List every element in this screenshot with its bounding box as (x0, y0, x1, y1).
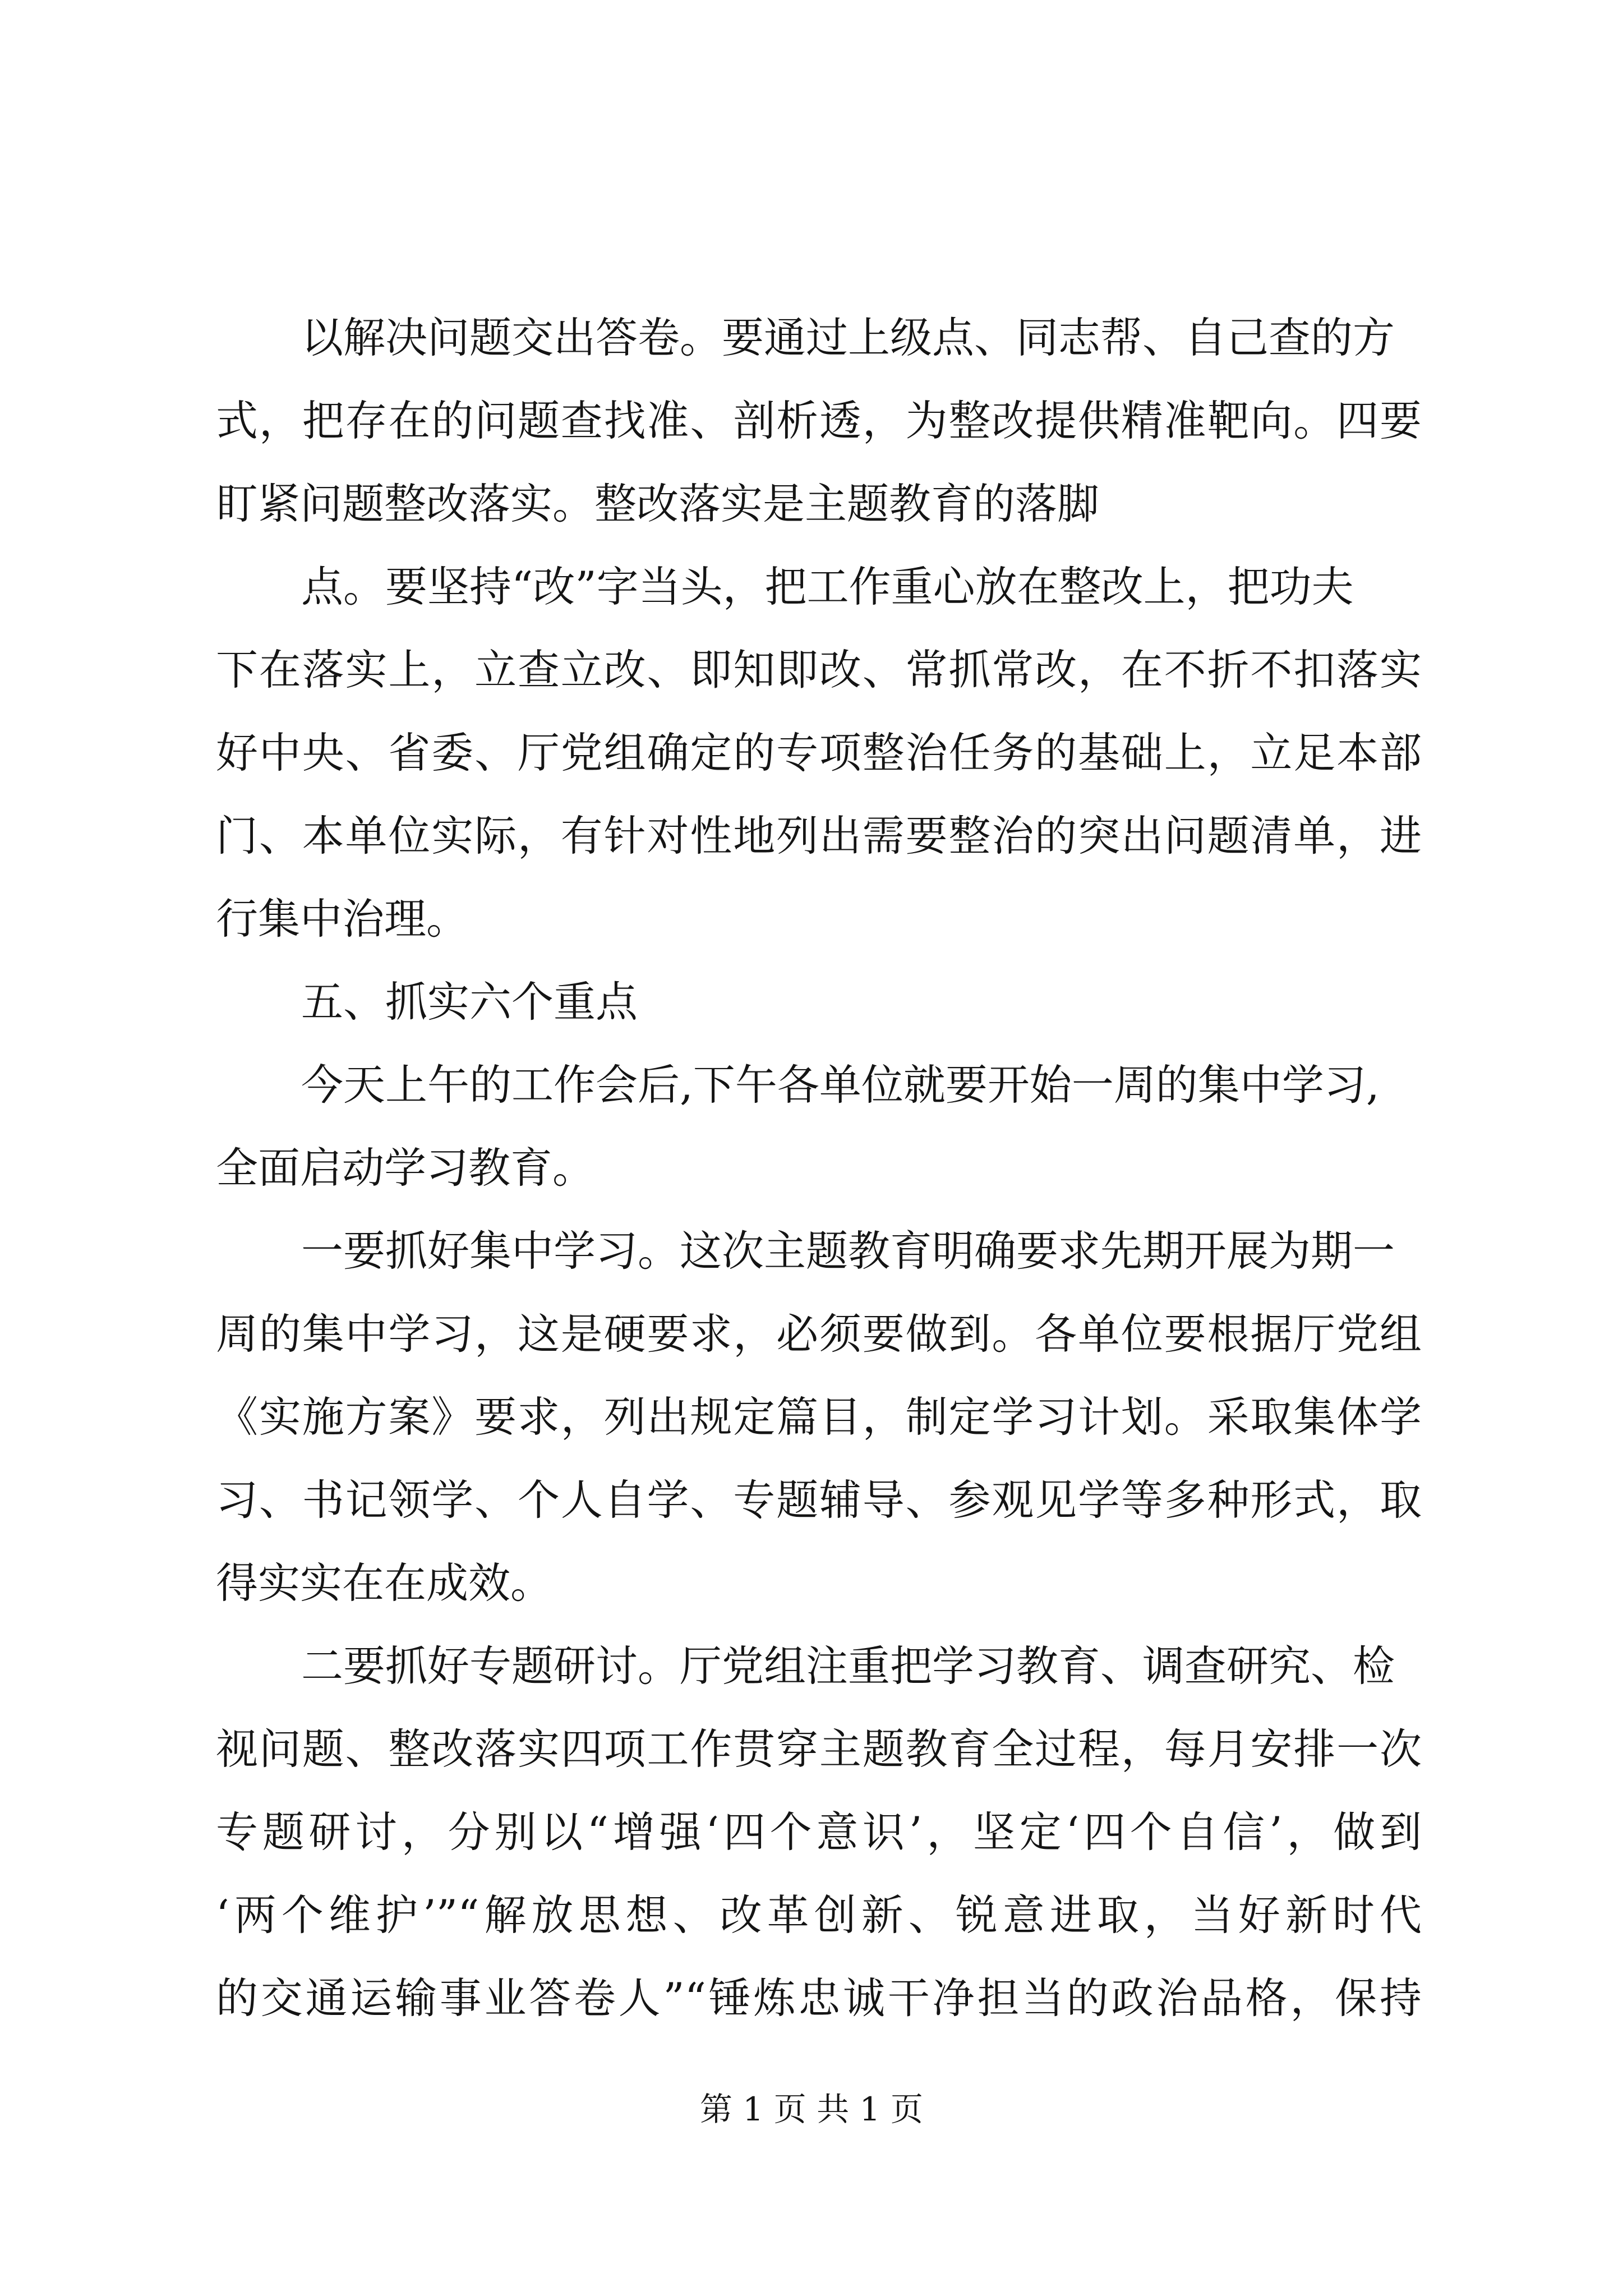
text-line-4: 点。要坚持“改”字当头，把工作重心放在整改上，把功夫 (301, 562, 1354, 611)
text-line-21: 的交通运输事业答卷人”“锤炼忠诚干净担当的政治品格，保持 (216, 1973, 1422, 2023)
text-line-8: 行集中治理。 (216, 894, 469, 944)
text-line-3: 盯紧问题整改落实。整改落实是主题教育的落脚 (216, 479, 1100, 528)
text-line-14: 《实施方案》要求，列出规定篇目，制定学习计划。采取集体学 (216, 1392, 1422, 1442)
page-footer: 第 1 页 共 1 页 (700, 2090, 923, 2128)
text-line-12: 一要抓好集中学习。这次主题教育明确要求先期开展为期一 (301, 1226, 1395, 1276)
text-line-10: 今天上午的工作会后,下午各单位就要开始一周的集中学习, (301, 1060, 1380, 1110)
section-heading: 五、抓实六个重点 (301, 977, 638, 1027)
text-line-6: 好中央、省委、厅党组确定的专项整治任务的基础上，立足本部 (216, 728, 1422, 777)
text-line-2: 式，把存在的问题查找准、剖析透，为整改提供精准靶向。四要 (216, 396, 1422, 445)
text-line-7: 门、本单位实际，有针对性地列出需要整治的突出问题清单，进 (216, 811, 1422, 861)
text-line-15: 习、书记领学、个人自学、专题辅导、参观见学等多种形式，取 (216, 1475, 1422, 1525)
body-text (216, 296, 1422, 2040)
text-line-17: 二要抓好专题研讨。厅党组注重把学习教育、调查研究、检 (301, 1641, 1395, 1691)
text-line-19: 专题研讨，分别以“增强‘四个意识’，坚定‘四个自信’，做到 (216, 1807, 1422, 1857)
text-line-1: 以解决问题交出答卷。要通过上级点、同志帮、自己查的方 (301, 313, 1395, 362)
text-line-20: ‘两个维护’”“解放思想、改革创新、锐意进取，当好新时代 (216, 1890, 1422, 1940)
text-line-11: 全面启动学习教育。 (216, 1143, 595, 1193)
text-line-16: 得实实在在成效。 (216, 1558, 553, 1608)
text-line-18: 视问题、整改落实四项工作贯穿主题教育全过程，每月安排一次 (216, 1724, 1422, 1774)
text-line-13: 周的集中学习，这是硬要求，必须要做到。各单位要根据厅党组 (216, 1309, 1422, 1359)
text-line-5: 下在落实上，立查立改、即知即改、常抓常改，在不折不扣落实 (216, 645, 1422, 694)
